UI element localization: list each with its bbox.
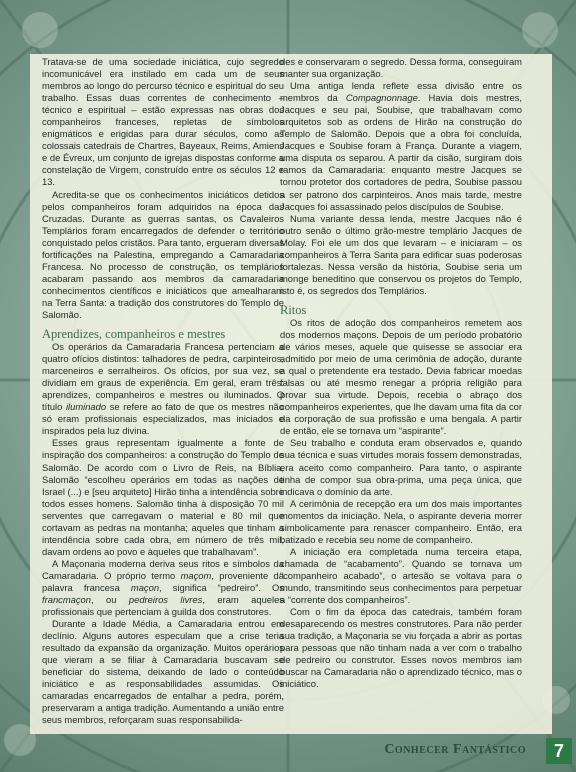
page-footer	[330, 738, 576, 764]
paragraph: Esses graus representam igualmente a fonte de inspiração dos companheiros: a construção do Templo de Salomão. De acordo com o Livro de Reis, na Bíblia, Salomão “escolheu operários em todas as nações de Israel (...) e [seu arquiteto] Hirão tinha a intendência sobre todos esses homens. Salomão tinha à disposição 70 mil serventes que carregavam o material e 80 mil que cortavam as pedras na montanha; aqueles que tinham a intendência sobre cada obra, em número de três mil, davam ordens ao povo e àqueles que trabalhavam”.	[42, 437, 284, 557]
paragraph: Acredita-se que os conhecimentos iniciáticos detidos pelos companheiros foram adquiridos na época das Cruzadas. Durante as guerras santas, os Cavaleiros Templários foram encarregados de defender o território conquistado pelos cristãos. Para tanto, ergueram diversas fortificações na Palestina, empregando a Camaradaria Francesa. No processo de construção, os templários acabaram passando aos membros da camaradaria conhecimentos científicos e iniciáticos que amealharam na Terra Santa: a tradição dos construtores do Templo de Salomão.	[42, 188, 284, 320]
paragraph: Seu trabalho e conduta eram observados e, quando sua técnica e suas virtudes morais fossem demonstradas, era aceito como companheiro. Para tanto, o aspirante tinha de compor sua obra-prima, uma peça única, que indicava o domínio da arte.	[280, 437, 522, 497]
paragraph: Uma antiga lenda reflete essa divisão entre os membros da Compagnonnage. Havia dois mestres, Jacques e seu pai, Soubise, que trabalhavam como arquitetos sob as ordens de Hirão na construção do Templo de Salomão. Depois que a obra foi concluída, Jacques e Soubise foram à França. Durante a viagem, uma disputa os separou. A partir da cisão, surgiram dois ramos da Camaradaria: enquanto mestre Jacques se tornou protetor dos cortadores de pedra, Soubise passou a ser patrono dos carpinteiros. Anos mais tarde, mestre Jacques foi assassinado pelos discípulos de Soubise.	[280, 80, 522, 212]
paragraph: A Maçonaria moderna deriva seus ritos e símbolos da Camaradaria. O próprio termo maçom, proveniente da palavra francesa maçon, significa “pedreiro”. Os francmaçon, ou pedreiros livres, eram aqueles profissionais que pertenciam à guilda dos construtores.	[42, 557, 284, 618]
paragraph: Tratava-se de uma sociedade iniciática, cujo segredo incomunicável era instilado em cada um de seus membros ao longo do percurso técnico e espiritual do seu trabalho. Essas duas correntes de conhecimento – técnico e espiritual – estão expressas nas obras dos companheiros franceses, repletas de símbolos enigmáticos e erigidas para durar séculos, como as colossais catedrais de Chartres, Bayeaux, Reims, Amiens e de Évreux, um conjunto de igrejas dispostas conforme a constelação de Virgem, construído entre os séculos 12 e 13.	[42, 56, 284, 188]
section-heading: Ritos	[280, 302, 307, 317]
page-number: 7	[546, 738, 572, 764]
paragraph: Os operários da Camaradaria Francesa pertenciam a quatro ofícios distintos: talhadores de pedra, carpinteiros, marceneiros e serralheiros. Os ofícios, por sua vez, se dividiam em graus de experiência. Em geral, eram três: aprendizes, companheiros e mestres ou iluminados. O título iluminado se refere ao fato de que os mestres não só eram profissionais especializados, mas iniciados e inspirados pela luz divina.	[42, 341, 284, 437]
paragraph: Durante a Idade Média, a Camaradaria entrou em declínio. Alguns autores especulam que a crise teria resultado da expansão da organização. Muitos operários que vieram a se filiar à Camaradaria buscavam se beneficiar do sistema, deixando de lado o conteúdo iniciático e as responsabilidades assumidas. Os camaradas encarregados de entalhar a pedra, porém, preservaram a antiga tradição. Aumentando a união entre seus membros, reforçaram suas responsabilida-	[42, 618, 284, 726]
left-column	[42, 56, 284, 727]
section-heading: Aprendizes, companheiros e mestres	[42, 327, 226, 342]
magazine-name: Conhecer Fantástico	[384, 742, 526, 757]
paragraph: Com o fim da época das catedrais, também foram desaparecendo os mestres construtores. Para não perder sua tradição, a Maçonaria se viu forçada a abrir as portas para pessoas que não tinham nada a ver com o trabalho de pedreiro ou construtor. Esses novos membros iam buscar na Camaradaria não o aprendizado técnico, mas o iniciático.	[280, 606, 522, 690]
paragraph: des e conservaram o segredo. Dessa forma, conseguiram manter sua organização.	[280, 56, 522, 80]
paragraph: Os ritos de adoção dos companheiros remetem aos dos modernos maçons. Depois de um período probatório de vários meses, aquele que quisesse se associar era admitido por meio de uma cerimônia de adoção, durante a qual o pretendente era testado. Devia fabricar moedas falsas ou até mesmo renegar a própria religião para provar sua virtude. Depois, recebia o abraço dos companheiros experientes, que lhe davam uma fita da cor da corporação de sua profissão e uma bengala. A partir de então, ele se tornava um “aspirante”.	[280, 316, 522, 437]
paragraph: Numa variante dessa lenda, mestre Jacques não é outro senão o último grão-mestre templário Jacques de Molay. Foi ele um dos que levaram – e iniciaram – os companheiros à Terra Santa para edificar suas poderosas fortalezas. Nessa versão da história, Soubise seria um monge beneditino que conservou os projetos do Templo, isto é, os segredos dos Templários.	[280, 212, 522, 296]
paragraph: A iniciação era completada numa terceira etapa, chamada de “acabamento”. Quando se tornava um “companheiro acabado”, o artesão se voltava para o mundo, transmitindo seus conhecimentos para perpetuar a “corrente dos companheiros”.	[280, 545, 522, 606]
right-column	[280, 56, 522, 690]
paragraph: A cerimônia de recepção era um dos mais importantes momentos da iniciação. Nela, o aspirante deveria morrer simbolicamente para renascer companheiro. Então, era batizado e recebia seu nome de companheiro.	[280, 497, 522, 545]
